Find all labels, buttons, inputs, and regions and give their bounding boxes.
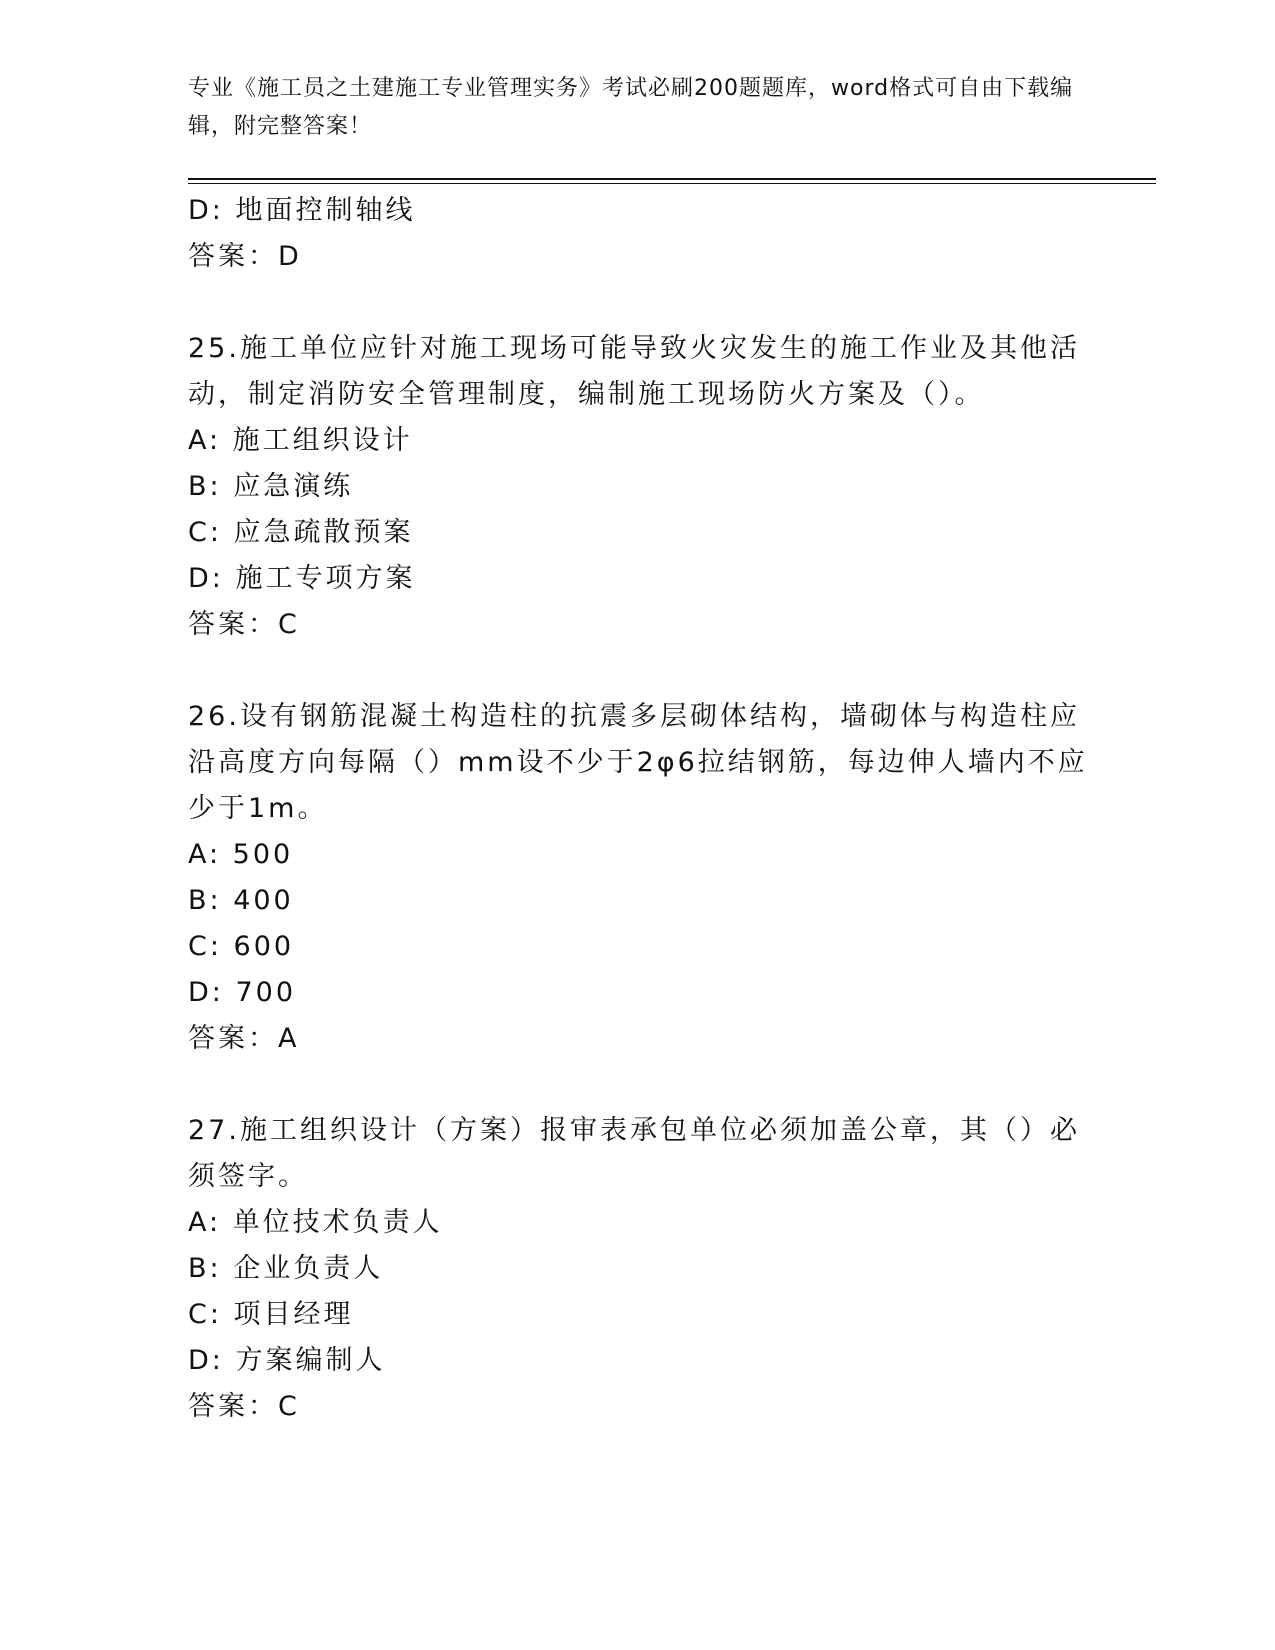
question-26 (188, 694, 1088, 1062)
option-c: C: 应急疏散预案 (188, 517, 414, 548)
question-stem: 25.施工单位应针对施工现场可能导致火灾发生的施工作业及其他活动，制定消防安全管理制度，编制施工现场防火方案及（）。 (188, 333, 1080, 410)
answer: 答案：A (188, 1023, 300, 1054)
question-content (188, 188, 1088, 1430)
option-a: A: 施工组织设计 (188, 425, 413, 456)
header-rule-thin (188, 183, 1156, 184)
option-c: C: 600 (188, 931, 295, 962)
document-header: 专业《施工员之土建施工专业管理实务》考试必刷200题题库，word格式可自由下载编辑，附完整答案！ (188, 76, 1074, 139)
option-d: D: 700 (188, 977, 297, 1008)
spacer (188, 280, 1088, 326)
prev-option-d: D: 地面控制轴线 (188, 195, 416, 226)
question-27 (188, 1108, 1088, 1430)
option-b: B: 应急演练 (188, 471, 354, 502)
spacer (188, 648, 1088, 694)
prev-answer: 答案：D (188, 241, 302, 272)
spacer (188, 1062, 1088, 1108)
question-stem: 26.设有钢筋混凝土构造柱的抗震多层砌体结构，墙砌体与构造柱应沿高度方向每隔（）mm设不少于2φ6拉结钢筋，每边伸人墙内不应少于1m。 (188, 701, 1088, 824)
question-25 (188, 326, 1088, 648)
option-d: D: 方案编制人 (188, 1345, 386, 1376)
option-d: D: 施工专项方案 (188, 563, 416, 594)
option-b: B: 400 (188, 885, 294, 916)
option-b: B: 企业负责人 (188, 1253, 384, 1284)
option-a: A: 单位技术负责人 (188, 1207, 443, 1238)
question-stem: 27.施工组织设计（方案）报审表承包单位必须加盖公章，其（）必须签字。 (188, 1115, 1080, 1192)
header-rule-thick (188, 178, 1156, 180)
answer: 答案：C (188, 1391, 300, 1422)
option-c: C: 项目经理 (188, 1299, 354, 1330)
answer: 答案：C (188, 609, 300, 640)
option-a: A: 500 (188, 839, 294, 870)
